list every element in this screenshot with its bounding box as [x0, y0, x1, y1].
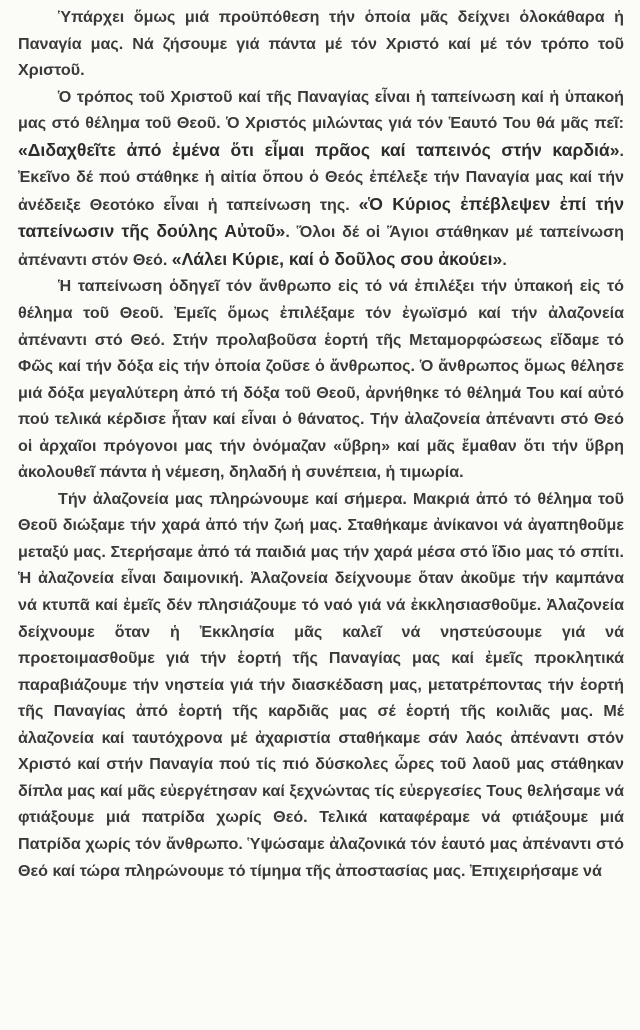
paragraph-text: . — [502, 250, 507, 269]
paragraph — [18, 486, 624, 884]
paragraph — [18, 84, 624, 274]
paragraph-text: Ὁ τρόπος τοῦ Χριστοῦ καί τῆς Παναγίας εἶναι ἡ ταπείνωση καί ἡ ὑπακοή μας στό θέλημα τοῦ Θεοῦ. Ὁ Χριστός μιλώντας γιά τόν Ἑαυτό Του θά μᾶς πεῖ: — [18, 87, 624, 133]
paragraph-text: Ἡ ταπείνωση ὁδηγεῖ τόν ἄνθρωπο εἰς τό νά ἐπιλέξει τήν ὑπακοή εἰς τό θέλημα τοῦ Θεοῦ. Ἐμεῖς ὅμως ἐπιλέξαμε τόν ἐγωϊσμό καί τήν ἀλαζονεία ἀπέναντι στό Θεό. Στήν προλαβοῦσα ἑορτή τῆς Μεταμορφώσεως εἴδαμε τό Φῶς καί τήν δόξα εἰς τήν ὁποία ζοῦσε ὁ ἄνθρωπος. Ὁ ἄνθρωπος ὅμως θέλησε μιά δόξα μεγαλύτερη ἀπό τή δόξα τοῦ Θεοῦ, ἀρνήθηκε τό θέλημά Του καί αὐτό πού τελικά κέρδισε ἦταν καί εἶναι ὁ θάνατος. Τήν ἀλαζονεία ἀπέναντι στό Θεό οἱ ἀρχαῖοι πρόγονοι μας τήν ὀνόμαζαν «ὕβρη» καί μᾶς ἔμαθαν ὅτι τήν ὕβρη ἀκολουθεῖ πάντα ἡ νέμεση, δηλαδή ἡ συνέπεια, ἡ τιμωρία. — [18, 277, 624, 482]
quotation: «Διδαχθεῖτε ἀπό ἐμένα ὅτι εἶμαι πρᾶος καί ταπεινός στήν καρδιά» — [18, 139, 620, 160]
document-body — [18, 4, 624, 884]
paragraph — [18, 4, 624, 84]
paragraph — [18, 273, 624, 485]
paragraph-text: . Ἐκεῖνο δέ πού στάθηκε ἡ αἰτία ὅπου ὁ Θεός ἐπέλεξε τήν Παναγία μας καί τήν ἀνέδειξε Θεοτόκο εἶναι ἡ ταπείνωση της. — [18, 141, 624, 214]
quotation: «Ὁ Κύριος ἐπέβλεψεν ἐπί τήν ταπείνωσιν τῆς δούλης Αὐτοῦ» — [18, 193, 624, 242]
quotation: «Λάλει Κύριε, καί ὁ δοῦλος σου ἀκούει» — [171, 248, 503, 269]
paragraph-text: . Ὅλοι δέ οἱ Ἅγιοι στάθηκαν μέ ταπείνωση ἀπέναντι στόν Θεό. — [18, 223, 624, 269]
paragraph-text: Τήν ἀλαζονεία μας πληρώνουμε καί σήμερα. Μακριά ἀπό τό θέλημα τοῦ Θεοῦ διώξαμε τήν χαρά ἀπό τήν ζωή μας. Σταθήκαμε ἀνίκανοι νά ἀγαπηθοῦμε μεταξύ μας. Στερήσαμε ἀπό τά παιδιά μας τήν χαρά μέσα στό ἴδιο μας τό σπίτι. Ἡ ἀλαζονεία εἶναι δαιμονική. Ἀλαζονεία δείχνουμε ὅταν ἀκοῦμε τήν καμπάνα νά κτυπᾶ καί ἐμεῖς δέν πλησιάζουμε τό ναό γιά νά ἐκκλησιασθοῦμε. Ἀλαζονεία δείχνουμε ὅταν ἡ Ἐκκλησία μᾶς καλεῖ νά νηστεύσουμε γιά νά προετοιμασθοῦμε γιά τήν ἑορτή τῆς Παναγίας μας καί ἐμεῖς προκλητικά παραβιάζουμε τήν νηστεία γιά τήν διασκέδαση μας, μετατρέποντας τήν ἑορτή τῆς Παναγίας ἀπό ἑορτή τῆς καρδιᾶς μας σέ ἑορτή τῆς κοιλιᾶς μας. Μέ ἀλαζονεία καί ταυτόχρονα μέ ἀχαριστία σταθήκαμε σάν λαός ἀπέναντι στόν Χριστό καί στήν Παναγία πού τίς πιό δύσκολες ὧρες τοῦ λαοῦ μας στάθηκαν δίπλα μας καί μᾶς εὐεργέτησαν καί ξεχνώντας τίς εὐεργεσίες Τους θελήσαμε νά φτιάξουμε μιά πατρίδα χωρίς Θεό. Τελικά καταφέραμε νά φτιάξουμε μιά Πατρίδα χωρίς τόν ἄνθρωπο. Ὑψώσαμε ἀλαζονικά τόν ἑαυτό μας ἀπέναντι στό Θεό καί τώρα πληρώνουμε τό τίμημα τῆς ἀποστασίας μας. Ἐπιχειρήσαμε νά — [18, 489, 624, 880]
paragraph-text: Ὑπάρχει ὅμως μιά προϋπόθεση τήν ὁποία μᾶς δείχνει ὁλοκάθαρα ἡ Παναγία μας. Νά ζήσουμε γιά πάντα μέ τόν Χριστό καί μέ τόν τρόπο τοῦ Χριστοῦ. — [18, 8, 624, 80]
